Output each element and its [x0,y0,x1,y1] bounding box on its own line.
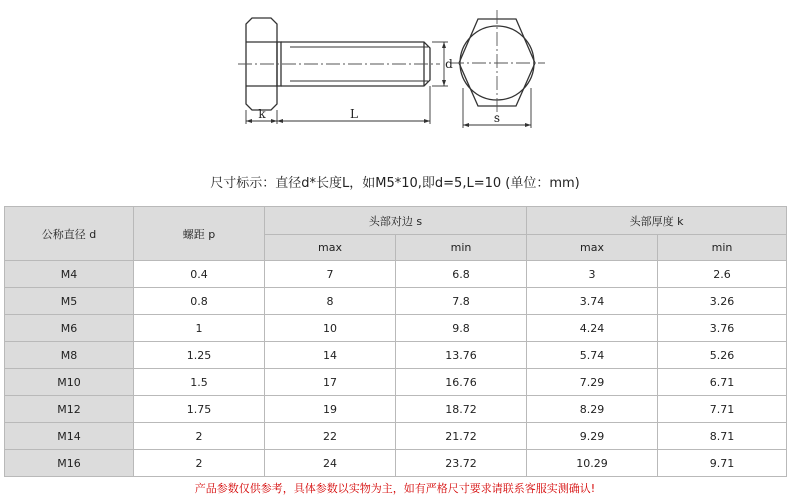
table-row [5,396,787,423]
table-row [5,288,787,315]
dim-label-s: s [493,111,501,125]
cell-size: M12 [5,396,134,423]
cell-s-max: 17 [265,369,396,396]
cell-k-max: 3.74 [527,288,658,315]
cell-k-min: 9.71 [658,450,787,477]
arrow-head [525,123,531,127]
arrow-head [271,119,277,123]
header-s-max: max [265,235,396,261]
dim-label-k: k [258,107,266,121]
cell-s-max: 19 [265,396,396,423]
cell-k-min: 6.71 [658,369,787,396]
cell-s-min: 7.8 [396,288,527,315]
table-row [5,342,787,369]
cell-k-max: 9.29 [527,423,658,450]
disclaimer-note: 产品参数仅供参考，具体参数以实物为主，如有严格尺寸要求请联系客服实测确认! [194,482,596,495]
header-s-min: min [396,235,527,261]
cell-s-min: 23.72 [396,450,527,477]
cell-s-max: 10 [265,315,396,342]
cell-size: M14 [5,423,134,450]
cell-k-min: 2.6 [658,261,787,288]
cell-size: M6 [5,315,134,342]
cell-k-min: 8.71 [658,423,787,450]
table-row [5,450,787,477]
arrow-head [463,123,469,127]
cell-size: M16 [5,450,134,477]
cell-s-min: 13.76 [396,342,527,369]
cell-s-max: 14 [265,342,396,369]
header-k-min: min [658,235,787,261]
table-row [5,315,787,342]
cell-size: M4 [5,261,134,288]
cell-k-max: 4.24 [527,315,658,342]
cell-pitch: 2 [134,423,265,450]
cell-pitch: 0.8 [134,288,265,315]
arrow-head [424,119,430,123]
cell-size: M8 [5,342,134,369]
cell-pitch: 1.5 [134,369,265,396]
cell-s-max: 24 [265,450,396,477]
table-row [5,423,787,450]
header-k-max: max [527,235,658,261]
cell-size: M10 [5,369,134,396]
cell-s-min: 21.72 [396,423,527,450]
cell-s-min: 16.76 [396,369,527,396]
header-pitch: 螺距 p [134,207,265,261]
cell-k-max: 10.29 [527,450,658,477]
cell-k-max: 5.74 [527,342,658,369]
cell-pitch: 2 [134,450,265,477]
cell-k-min: 7.71 [658,396,787,423]
cell-s-min: 9.8 [396,315,527,342]
cell-size: M5 [5,288,134,315]
bolt-diagram-svg [0,0,790,170]
cell-pitch: 1.25 [134,342,265,369]
cell-pitch: 0.4 [134,261,265,288]
dim-label-d: d [445,57,453,71]
table-header-row [5,207,787,235]
cell-k-max: 7.29 [527,369,658,396]
cell-k-max: 8.29 [527,396,658,423]
cell-s-min: 18.72 [396,396,527,423]
cell-k-min: 3.76 [658,315,787,342]
dimension-caption: 尺寸标示：直径d*长度L，如M5*10,即d=5,L=10 (单位：mm) [210,176,580,191]
arrow-head [277,119,283,123]
cell-k-min: 3.26 [658,288,787,315]
cell-s-max: 7 [265,261,396,288]
arrow-head [442,80,446,86]
cell-pitch: 1.75 [134,396,265,423]
cell-s-max: 8 [265,288,396,315]
arrow-head [246,119,252,123]
cell-s-max: 22 [265,423,396,450]
bolt-drawing [0,0,790,170]
cell-k-max: 3 [527,261,658,288]
header-k-group: 头部厚度 k [527,207,787,235]
cell-s-min: 6.8 [396,261,527,288]
cell-k-min: 5.26 [658,342,787,369]
table-row [5,261,787,288]
table-row [5,369,787,396]
header-s-group: 头部对边 s [265,207,527,235]
dim-label-L: L [350,107,358,121]
spec-table [4,206,787,477]
header-diameter: 公称直径 d [5,207,134,261]
arrow-head [442,42,446,48]
cell-pitch: 1 [134,315,265,342]
